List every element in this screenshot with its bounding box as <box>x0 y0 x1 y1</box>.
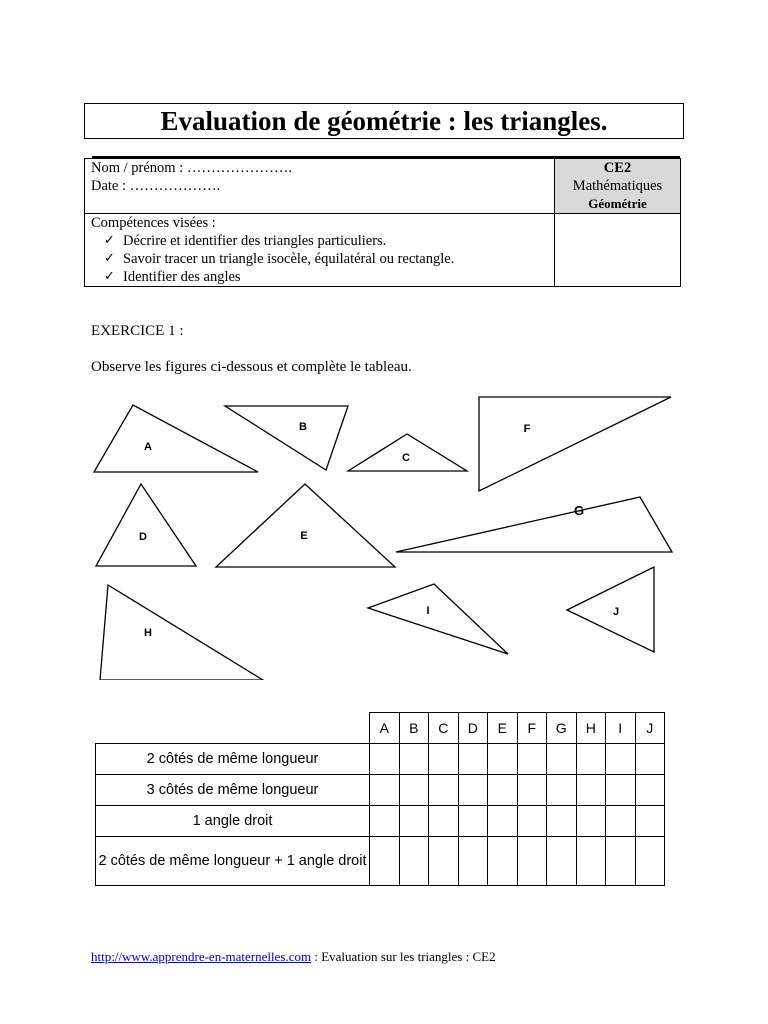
answer-cell[interactable] <box>547 744 577 775</box>
row-label: 2 côtés de même longueur <box>96 744 370 775</box>
answer-cell[interactable] <box>488 806 518 837</box>
column-header: C <box>429 713 459 744</box>
name-field[interactable]: Nom / prénom : …………………. <box>91 160 292 176</box>
column-header: B <box>399 713 429 744</box>
answer-cell[interactable] <box>635 837 665 886</box>
footer <box>91 949 496 965</box>
answer-cell[interactable] <box>488 744 518 775</box>
answer-cell[interactable] <box>458 744 488 775</box>
triangle-label: C <box>402 452 410 464</box>
answer-cell[interactable] <box>606 837 636 886</box>
answer-cell[interactable] <box>429 837 459 886</box>
answer-cell[interactable] <box>370 775 400 806</box>
answer-cell[interactable] <box>458 775 488 806</box>
competence-item: ✓ Décrire et identifier des triangles particuliers. <box>123 232 548 250</box>
domain-label: Géométrie <box>588 196 647 211</box>
answer-cell[interactable] <box>488 775 518 806</box>
triangle-label: E <box>300 530 308 542</box>
triangle-b <box>225 406 348 470</box>
table-row <box>96 806 665 837</box>
answer-cell[interactable] <box>635 744 665 775</box>
answer-cell[interactable] <box>488 837 518 886</box>
footer-link[interactable]: http://www.apprendre-en-maternelles.com <box>91 949 312 964</box>
answer-table <box>95 712 665 886</box>
triangle-a <box>94 405 258 472</box>
triangle-label: I <box>426 605 430 617</box>
competences-title: Compétences visées : <box>91 215 216 231</box>
table-row <box>96 775 665 806</box>
column-header: I <box>606 713 636 744</box>
page-title: Evaluation de géométrie : les triangles. <box>160 105 608 136</box>
answer-cell[interactable] <box>399 775 429 806</box>
answer-cell[interactable] <box>635 775 665 806</box>
student-info-cell <box>85 159 555 214</box>
competences-cell <box>85 214 555 287</box>
row-label: 1 angle droit <box>96 806 370 837</box>
date-field[interactable]: Date : ………………. <box>91 178 221 194</box>
answer-cell[interactable] <box>517 837 547 886</box>
triangle-label: A <box>144 441 152 453</box>
triangle-label: F <box>523 423 531 435</box>
answer-cell[interactable] <box>370 806 400 837</box>
answer-cell[interactable] <box>370 744 400 775</box>
competence-item: ✓ Savoir tracer un triangle isocèle, équilatéral ou rectangle. <box>123 250 548 268</box>
answer-cell[interactable] <box>547 837 577 886</box>
footer-text: : Evaluation sur les triangles : CE2 <box>311 949 496 964</box>
answer-cell[interactable] <box>606 744 636 775</box>
answer-cell[interactable] <box>370 837 400 886</box>
exercise-title: EXERCICE 1 : <box>91 323 184 339</box>
answer-cell[interactable] <box>547 806 577 837</box>
triangle-h <box>100 585 263 680</box>
subject-label: Mathématiques <box>572 178 663 194</box>
triangle-f <box>479 397 671 491</box>
answer-cell[interactable] <box>399 806 429 837</box>
answer-cell[interactable] <box>576 837 606 886</box>
triangle-label: G <box>573 503 585 518</box>
column-header: G <box>547 713 577 744</box>
title-box <box>84 103 684 139</box>
triangle-i <box>368 584 508 654</box>
triangle-label: D <box>139 531 147 543</box>
answer-cell[interactable] <box>458 806 488 837</box>
answer-cell[interactable] <box>576 775 606 806</box>
column-header: D <box>458 713 488 744</box>
table-row <box>96 744 665 775</box>
column-header: F <box>517 713 547 744</box>
answer-table-wrap <box>95 712 665 886</box>
triangle-g <box>396 497 672 552</box>
answer-cell[interactable] <box>399 744 429 775</box>
triangle-e <box>216 484 395 567</box>
level-label: CE2 <box>603 160 632 176</box>
triangle-label: B <box>299 421 307 433</box>
answer-cell[interactable] <box>635 806 665 837</box>
answer-cell[interactable] <box>517 744 547 775</box>
triangle-label: H <box>144 627 152 639</box>
table-corner <box>96 713 370 744</box>
info-table <box>84 158 681 287</box>
table-header-row <box>96 713 665 744</box>
answer-cell[interactable] <box>429 806 459 837</box>
column-header: H <box>576 713 606 744</box>
answer-cell[interactable] <box>576 744 606 775</box>
triangles-figure <box>0 380 768 680</box>
answer-cell[interactable] <box>517 775 547 806</box>
competence-item: ✓ Identifier des angles <box>123 268 548 286</box>
column-header: E <box>488 713 518 744</box>
answer-cell[interactable] <box>429 775 459 806</box>
answer-cell[interactable] <box>399 837 429 886</box>
answer-cell[interactable] <box>429 744 459 775</box>
row-label: 2 côtés de même longueur + 1 angle droit <box>96 837 370 886</box>
column-header: J <box>635 713 665 744</box>
answer-cell[interactable] <box>576 806 606 837</box>
grade-cell <box>555 214 681 287</box>
answer-cell[interactable] <box>606 806 636 837</box>
table-row <box>96 837 665 886</box>
answer-cell[interactable] <box>517 806 547 837</box>
row-label: 3 côtés de même longueur <box>96 775 370 806</box>
level-cell <box>555 159 681 214</box>
exercise-instruction: Observe les figures ci-dessous et complète le tableau. <box>91 359 412 375</box>
answer-cell[interactable] <box>547 775 577 806</box>
triangle-label: J <box>612 606 620 618</box>
answer-cell[interactable] <box>606 775 636 806</box>
column-header: A <box>370 713 400 744</box>
triangle-d <box>96 484 196 566</box>
answer-cell[interactable] <box>458 837 488 886</box>
competences-list <box>101 232 548 286</box>
triangle-j <box>567 567 654 652</box>
